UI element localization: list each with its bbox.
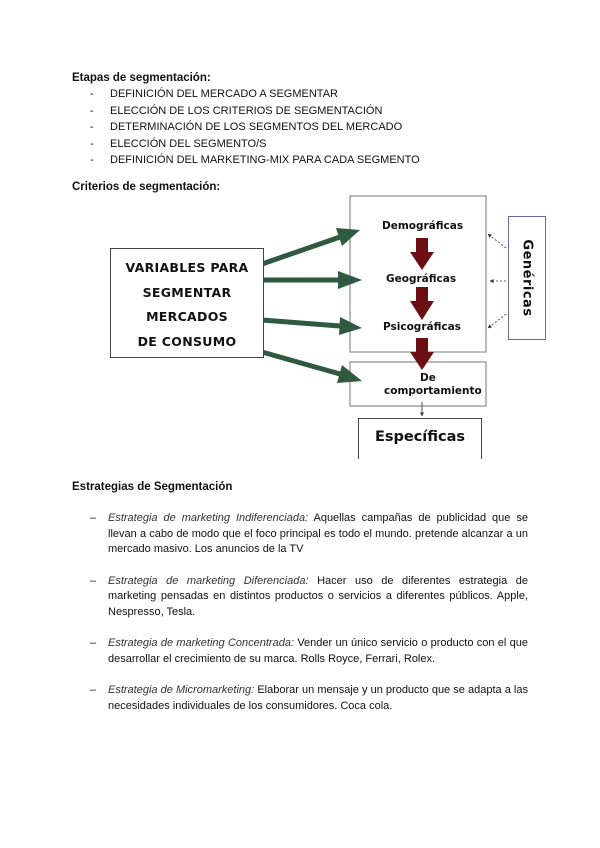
strategy-body: Elaborar un mensaje y un producto que se adapta a las necesidades individuales de los consumidores. Coca cola. [108, 684, 528, 712]
list-item: – Estrategia de marketing Diferenciada: Hacer uso de diferentes estrategia de marketing pensadas en distintos productos o servicios a diferentes públicos. Apple, Nespresso, Tesla. [90, 574, 529, 618]
red-arrows [410, 238, 434, 370]
list-item: - ELECCIÓN DEL SEGMENTO/S [90, 137, 267, 150]
estrategias-list [90, 511, 528, 730]
green-arrow-3 [262, 320, 340, 326]
strategy-body: Vender un único servicio o producto con el que desarrollar el crecimiento de su marca. Rolls Royce, Ferrari, Rolex. [108, 637, 528, 665]
label-demograficas: Demográficas [382, 220, 464, 232]
strategy-title: Estrategia de Micromarketing: [108, 684, 255, 696]
label-comportamiento: comportamiento [384, 385, 482, 397]
variables-line-1: VARIABLES PARA [125, 260, 249, 275]
list-item: – Estrategia de marketing Indiferenciada: Aquellas campañas de publicidad que se llevan a cabo de modo que el foco principal es todo el mundo. pretende alcanzar a un mercado masivo. Los anuncios de la TV [90, 512, 528, 555]
etapas-heading: Etapas de segmentación: [72, 72, 211, 84]
green-arrow-4 [262, 352, 340, 374]
list-item: - DETERMINACIÓN DE LOS SEGMENTOS DEL MERCADO [90, 121, 403, 133]
red-arrow-3 [410, 338, 434, 370]
comportamiento-frame [350, 362, 486, 406]
list-item: – Estrategia de Micromarketing: Elaborar un mensaje y un producto que se adapta a las necesidades individuales de los consumidores. Coca cola. [90, 684, 528, 712]
variables-line-4: DE CONSUMO [137, 334, 237, 349]
criterios-heading: Criterios de segmentación: [72, 181, 221, 193]
label-psicograficas: Psicográficas [383, 321, 461, 333]
strategy-body: Hacer uso de diferentes estrategia de marketing pensadas en distintos productos o servicios a diferentes públicos. Apple, Nespresso, Tesla. [108, 574, 529, 618]
estrategias-heading: Estrategias de Segmentación [72, 481, 233, 493]
strategy-title: Estrategia de marketing Diferenciada: [108, 574, 309, 587]
genericas-label: Genéricas [519, 239, 535, 317]
strategy-title: Estrategia de marketing Indiferenciada: [108, 512, 309, 524]
list-item: - DEFINICIÓN DEL MERCADO A SEGMENTAR [90, 88, 338, 100]
strategy-title: Estrategia de marketing Concentrada: [108, 637, 295, 649]
especificas-label: Específicas [374, 429, 466, 445]
label-de: De [420, 372, 436, 384]
list-item: - DEFINICIÓN DEL MARKETING-MIX PARA CADA SEGMENTO [90, 154, 420, 166]
list-item: – Estrategia de marketing Concentrada: Vender un único servicio o producto con el que desarrollar el crecimiento de su marca. Rolls Royce, Ferrari, Rolex. [90, 637, 528, 665]
genericas-box [508, 216, 546, 340]
label-geograficas: Geográficas [386, 273, 457, 285]
red-arrow-1 [410, 238, 434, 270]
green-arrow-1-head [336, 228, 360, 246]
red-arrow-2 [410, 287, 434, 320]
variables-box [110, 248, 264, 358]
list-item: - ELECCIÓN DE LOS CRITERIOS DE SEGMENTACIÓN [90, 104, 383, 117]
variables-line-3: MERCADOS [146, 309, 228, 324]
variables-line-2: SEGMENTAR [142, 285, 232, 300]
strategy-body: Aquellas campañas de publicidad que se llevan a cabo de modo que el foco principal es todo el mundo. pretende alcanzar a un mercado masivo. Los anuncios de la TV [108, 512, 528, 555]
green-arrow-1 [262, 237, 340, 264]
especificas-box [358, 418, 482, 459]
dashed-arrow-1 [488, 234, 506, 248]
dashed-arrow-3 [488, 314, 506, 328]
